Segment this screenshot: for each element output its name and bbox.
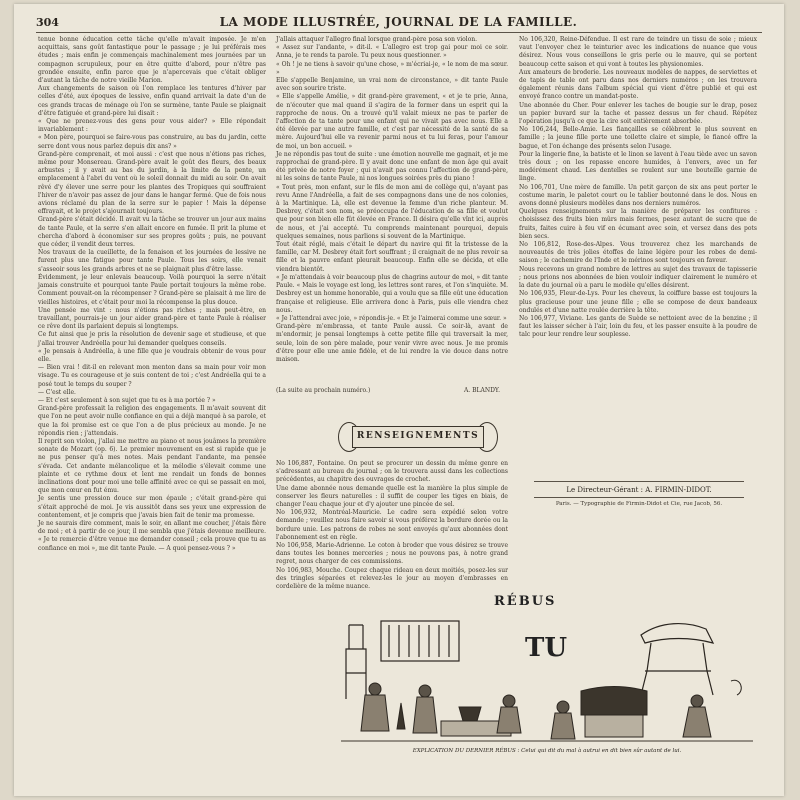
figure-head-icon [691,695,703,707]
answer-item: Pour la lingerie fine, la batiste et le linon se lavent à l'eau tiède avec un savon très doux ; on les repasse encore humides, à l'envers, avec un fer modérément chaud. Les dentelles se roulent sur une bouteille garnie de linge. [519,150,757,183]
to-be-continued: (La suite au prochain numéro.) [276,387,371,394]
answer-item: No 106,244, Belle-Amie. Les fiançailles se célèbrent le plus souvent en famille ; la jeune fille porte une toilette claire et simple, le fiancé offre la bague, et l'on échange des présents selon l'usage. [519,126,757,150]
story-paragraph: Nos travaux de la cueillette, de la fenaison et les journées de lessive ne furent plus une fatigue pour tante Paule. Tous les soirs, elle venait s'asseoir sous les grands arbres et ne se plaignait plus d'être lasse. [38,249,266,273]
rebus-illustration [341,611,753,746]
answer-item: Une abonnée du Cher. Pour enlever les taches de bougie sur le drap, posez un papier buvard sur la tache et passez dessus un fer chaud. Répétez l'opération jusqu'à ce que la cire soit entièrement absorbée. [519,101,757,126]
story-paragraph: Elle s'appelle Benjamine, un vrai nom de circonstance, » dit tante Paule avec son sourire triste. [276,77,508,93]
renseignements-banner [338,418,498,454]
figure-head-icon [369,683,381,695]
story-paragraph: Grand-père s'était décidé. Il avait vu la tâche se trouver un jour aux mains de tante Paule, et la serre s'en allait encore en fumée. Il prit la plume et chercha d'abord à économiser sur ses propres goûts ; puis, ne pouvant que céder, il vendit deux terres. [38,216,266,249]
story-paragraph: « Oh ! je ne tiens à savoir qu'une chose, » m'écriai-je, « le nom de ma sœur. » [276,60,508,76]
newspaper-page [14,4,784,796]
page-header [36,14,762,30]
anvil-icon [459,707,481,721]
answer-item: No 106,932, Montréal-Mauricie. Le cadre sera expédié selon votre demande ; veuillez nous faire savoir si vous préférez la bordure dorée ou la bordure unie. Les patrons de robes ne sont envoyés qu'aux abonnées dont l'abonnement est en règle. [276,509,508,541]
story-paragraph: Grand-père comprenait, et moi aussi : c'est que nous n'étions pas riches, même pour Monsereau. Grand-père avait le goût des fleurs, des beaux arbustes ; il y avait au bas du jardin, à la limite de la pente, un emplacement à l'abri du vent où le soleil donnait du midi au soir. On avait rêvé d'y élever une serre pour les plantes des Tropiques qui souffraient l'hiver de n'avoir pas assez de jour dans le hangar fermé. Que de fois nous avions réclamé du plan de la serre sur le papier ! Mais la dépense effrayait, et le projet s'ajournait toujours. [38,150,266,216]
story-paragraph: « Elle s'appelle Amélie, » dit grand-père gravement, « et je te prie, Anna, de n'écouter que mal quand il s'agira de la former dans un esprit qui la rapproche de nous. On a trouvé qu'il valait mieux ne pas te parler de l'affection de ta tante pour une enfant qui ne vivait pas avec nous. Elle a été élevée par une autre famille, et c'est par nécessité de la santé de sa mère. Aujourd'hui elle va revenir parmi nous et tu lui feras, pour l'amour de moi, un bon accueil. » [276,93,508,150]
story-paragraph: Tout était réglé, mais c'était le départ du navire qui fit la tristesse de la famille, car M. Desbrey était fort souffrant ; il craignait de ne plus revoir sa fille et la pauvre enfant pleurait beaucoup. Enfin elle se décida, et elle viendra bientôt. [276,241,508,273]
director-line: Le Directeur-Gérant : A. FIRMIN-DIDOT. [566,486,712,494]
story-paragraph: — Et c'est seulement à son sujet que tu es à ma portée ? » [38,396,216,404]
story-paragraph: Évidemment, je leur enlevais beaucoup. Voilà pourquoi la serre n'était jamais construite et pourquoi tante Paule portait toujours la même robe. Comment pouvait-on la récompenser ? Grand-père se plaisait à me lire de vieilles histoires, et c'était pour moi la récompense la plus douce. [38,273,266,306]
footer-rule [534,481,744,482]
author-name: A. BLANDY. [463,387,500,394]
answer-item: Aux amateurs de broderie. Les nouveaux modèles de nappes, de serviettes et de tapis de table ont paru dans nos derniers numéros ; on les trouvera également réunis dans l'album spécial qui vient d'être publié et qui est envoyé franco contre un mandat-poste. [519,68,757,101]
story-paragraph: Grand-père m'embrassa, et tante Paule aussi. Ce soir-là, avant de m'endormir, je pensai longtemps à cette petite fille qui traversait la mer, seule, loin de son père malade, pour venir vivre avec nous. Je me promis d'être pour elle une amie fidèle, et de lui rendre la vie douce dans notre maison. [276,323,508,363]
story-paragraph: Je ne saurais dire comment, mais le soir, en allant me coucher, j'étais fière de moi ; et à partir de ce jour, il me sembla que j'étais devenue meilleure. « Je te remercie d'être venue me demander conseil ; cela prouve que tu as confiance en moi », me dit tante Paule. — A quoi pensez-vous ? » [38,519,266,552]
rebus-caption: EXPLICATION DU DERNIER RÉBUS : Celui qui dit du mal à autrui en dit bien sûr autant de lui. [412,748,682,754]
story-paragraph: « Mon père, pourquoi se faire-vous pas construire, au bas du jardin, cette serre dont vous nous parlez depuis dix ans? » [38,134,266,150]
section-heading: RENSEIGNEMENTS [356,431,480,441]
figure-head-icon [419,685,431,697]
story-paragraph: — Bien vrai ! dit-il en relevant mon menton dans sa main pour voir mon visage. Tu es courageuse et je suis content de toi ; c'est Andréella qui te a posé tout le temps du souper ? [38,364,266,388]
answer-item: No 106,812, Rose-des-Alpes. Vous trouverez chez les marchands de nouveautés de très jolies étoffes de laine légère pour les robes de demi-saison ; le cachemire de l'Inde et le mérinos sont toujours en faveur. [519,241,757,265]
story-paragraph: Aux changements de saison où l'on remplace les tentures d'hiver par celles d'été, aux époques de lessive, enfin quand arrivait la date d'un de ces grands tracas de ménage où l'on se surmène, tante Paule se plaignait d'être fatiguée et grand-père lui disait : [38,85,266,117]
answer-item: No 106,935, Fleur-de-Lys. Pour les cheveux, la coiffure basse est toujours la plus gracieuse pour une jeune fille ; elle se compose de deux bandeaux ondulés et d'une natte roulée derrière la tête. [519,290,757,314]
bed-headboard-icon [381,621,459,661]
story-paragraph: « Je pensais à Andréella, à une fille que je voudrais obtenir de vous pour elle. [38,347,266,363]
chair-icon [346,625,366,699]
rebus-word: TU [524,633,568,663]
answer-item: No 106,958, Marie-Adrienne. Le coton à broder que vous désirez se trouve dans toutes les bonnes merceries ; nous ne pouvons pas, à notre grand regret, nous charger de ces commissions. [276,542,508,566]
answer-item: No 106,320, Reine-Défendue. Il est rare de teindre un tissu de soie ; mieux vaut l'envoyer chez le teinturier avec les indications de nuance que vous désirez. Nous vous conseillons le gris perle ou le mauve, qui se portent beaucoup cette saison et qui vont à toutes les physionomies. [519,36,757,68]
answer-item: No 106,977, Viviane. Les gants de Suède se nettoient avec de la benzine ; il faut les laisser sécher à l'air, loin du feu, et les passer ensuite à la poudre de talc pour leur rendre leur souplesse. [519,314,757,339]
answer-item: No 106,887, Fontaine. On peut se procurer un dessin du même genre en s'adressant au bureau du journal ; on le trouvera aussi dans les collections précédentes, au chapitre des ouvrages de crochet. [276,460,508,484]
story-signature [276,387,508,399]
figure-icon [397,703,405,729]
journal-title: LA MODE ILLUSTRÉE, JOURNAL DE LA FAMILLE. [219,15,578,29]
answer-item: Nous recevons un grand nombre de lettres au sujet des travaux de tapisserie ; nous prions nos abonnées de bien vouloir indiquer clairement le numéro et la date du journal où a paru le modèle qu'elles désirent. [519,265,757,290]
answer-item: Quelques renseignements sur la manière de préparer les confitures : choisissez des fruits bien mûrs mais fermes, pesez autant de sucre que de fruits, faites cuire à feu vif en écumant avec soin, et versez dans des pots bien secs. [519,208,757,240]
story-paragraph: Il reprit son violon, j'allai me mettre au piano et nous jouâmes la première sonate de Mozart (op. 6). Le premier mouvement en est si rapide que je ne pus penser qu'à mes notes. Mais pendant l'andante, ma pensée s'évada. Cet andante mélancolique et la mélodie s'élevait comme une plainte et ce rythme doux et lent me rendait un fonds de bonnes inclinations dont pour moi une telle affinité avec ce qui se passait en moi, que mon cœur en fut ému. [38,437,266,495]
answer-item: No 106,701, Une mère de famille. Un petit garçon de six ans peut porter le costume marin, le paletot court ou le tablier boutonné dans le dos. Nous en avons donné plusieurs modèles dans nos derniers numéros. [519,183,757,208]
forge-icon [581,687,647,716]
story-paragraph: Une pensée me vint : nous n'étions pas riches ; mais peut-être, en travaillant, pourrais-je un jour aider grand-père et tante Paule à réaliser ce rêve dont ils parlaient depuis si longtemps. [38,306,266,331]
renseignements-column [276,460,508,591]
figure-head-icon [557,701,569,713]
story-paragraph: « Que ne prenez-vous des gens pour vous aider? » Elle répondait invariablement : [38,118,266,134]
bench-icon [641,624,713,643]
printer-line: Paris. — Typographie de Firmin-Didot et Cie, rue Jacob, 56. [555,501,723,507]
figure-head-icon [503,695,515,707]
story-paragraph: « Je m'attendais à voir beaucoup plus de chagrins autour de moi, » dit tante Paule. « Mais le voyage est long, les lettres sont rares, et l'on s'inquiète. M. Desbrey est un homme honorable, qui a voulu que sa fille eût une éducation française et religieuse. Elle arrivera donc à Paris, puis elle viendra chez nous. [276,273,508,314]
story-paragraph: Ce fut ainsi que je pris la résolution de devenir sage et studieuse, et que j'allai trouver Andréella pour lui demander quelques conseils. [38,331,266,347]
header-rule [36,32,762,33]
answer-item: No 106,983, Mouche. Coupez chaque rideau en deux moitiés, posez-les sur des tringles séparées et relevez-les le jour au moyen d'embrasses en cordelière de la même nuance. [276,566,508,591]
story-column-1 [38,36,266,788]
story-paragraph: « Je l'attendrai avec joie, » répondis-je. « Et je l'aimerai comme une sœur. » [276,314,507,322]
footer-rule [534,497,744,498]
story-paragraph: tenue bonne éducation cette tâche qu'elle m'avait imposée. Je m'en acquittais, sans goût fantastique pour le passage ; je lui préférais mes études ; mais enfin je commençais machinalement mes journées par un compagnon scrupuleux, pour en être quitte d'abord, pour n'être pas grondée ensuite, enfin parce que je n'apercevais que c'était obliger d'autant la tâche de notre vieille Marion. [38,36,266,85]
story-paragraph: « Tout près, mon enfant, sur le fils de mon ami de collège qui, n'ayant pas revu Anne l'Andréella, a fait de ses compagnons dans une de nos colonies, à la Martinique. Là, elle est devenue la femme d'un riche planteur. M. Desbrey, c'était son nom, se préoccupa de l'éducation de sa fille et voulut que pour son bien elle fût élevée en France. Il désira qu'elle vînt ici, auprès de nous, et j'ai accepté. Tu comprends maintenant pourquoi, depuis quelques semaines, nous parlions si souvent de la Martinique. [276,183,508,240]
story-paragraph: « Assez sur l'andante, » dit-il. « L'allegro est trop gai pour moi ce soir. Anna, je te rends ta parole. Tu peux nous questionner. » [276,44,508,60]
story-column-2 [276,36,508,386]
story-paragraph: Je sentis une pression douce sur mon épaule ; c'était grand-père qui s'était approché de moi. Je vis aussitôt dans ses yeux une expression de contentement, et je compris que j'avais bien fait de tenir ma promesse. [38,495,266,519]
answer-item: Une dame abonnée nous demande quelle est la manière la plus simple de conserver les fleurs naturelles : il suffit de couper les tiges en biais, de changer l'eau chaque jour et d'y ajouter une pincée de sel. [276,484,508,509]
rebus-title: RÉBUS [494,594,557,609]
story-paragraph: Grand-père professait la religion des engagements. Il m'avait souvent dit que l'on ne peut avoir nulle confiance en qui a déjà manqué à sa parole, et que la foi promise est ce que l'on a de plus précieux au monde. Je ne répondis rien ; j'attendais. [38,405,266,437]
answers-column-3 [519,36,757,476]
story-paragraph: Je ne répondis pas tout de suite : une émotion nouvelle me gagnait, et je me rapprochai de grand-père. Il y avait donc une enfant de mon âge qui avait été privée de notre foyer ; qui n'avait pas connu l'affection de grand-père, ni les soins de tante Paule, ni nos longues soirées près du piano ! [276,150,508,183]
page-number: 304 [36,15,59,29]
story-paragraph: — C'est elle. [38,388,76,396]
story-paragraph: J'allais attaquer l'allegro final lorsque grand-père posa son violon. [276,36,478,43]
chain-icon [731,680,741,695]
